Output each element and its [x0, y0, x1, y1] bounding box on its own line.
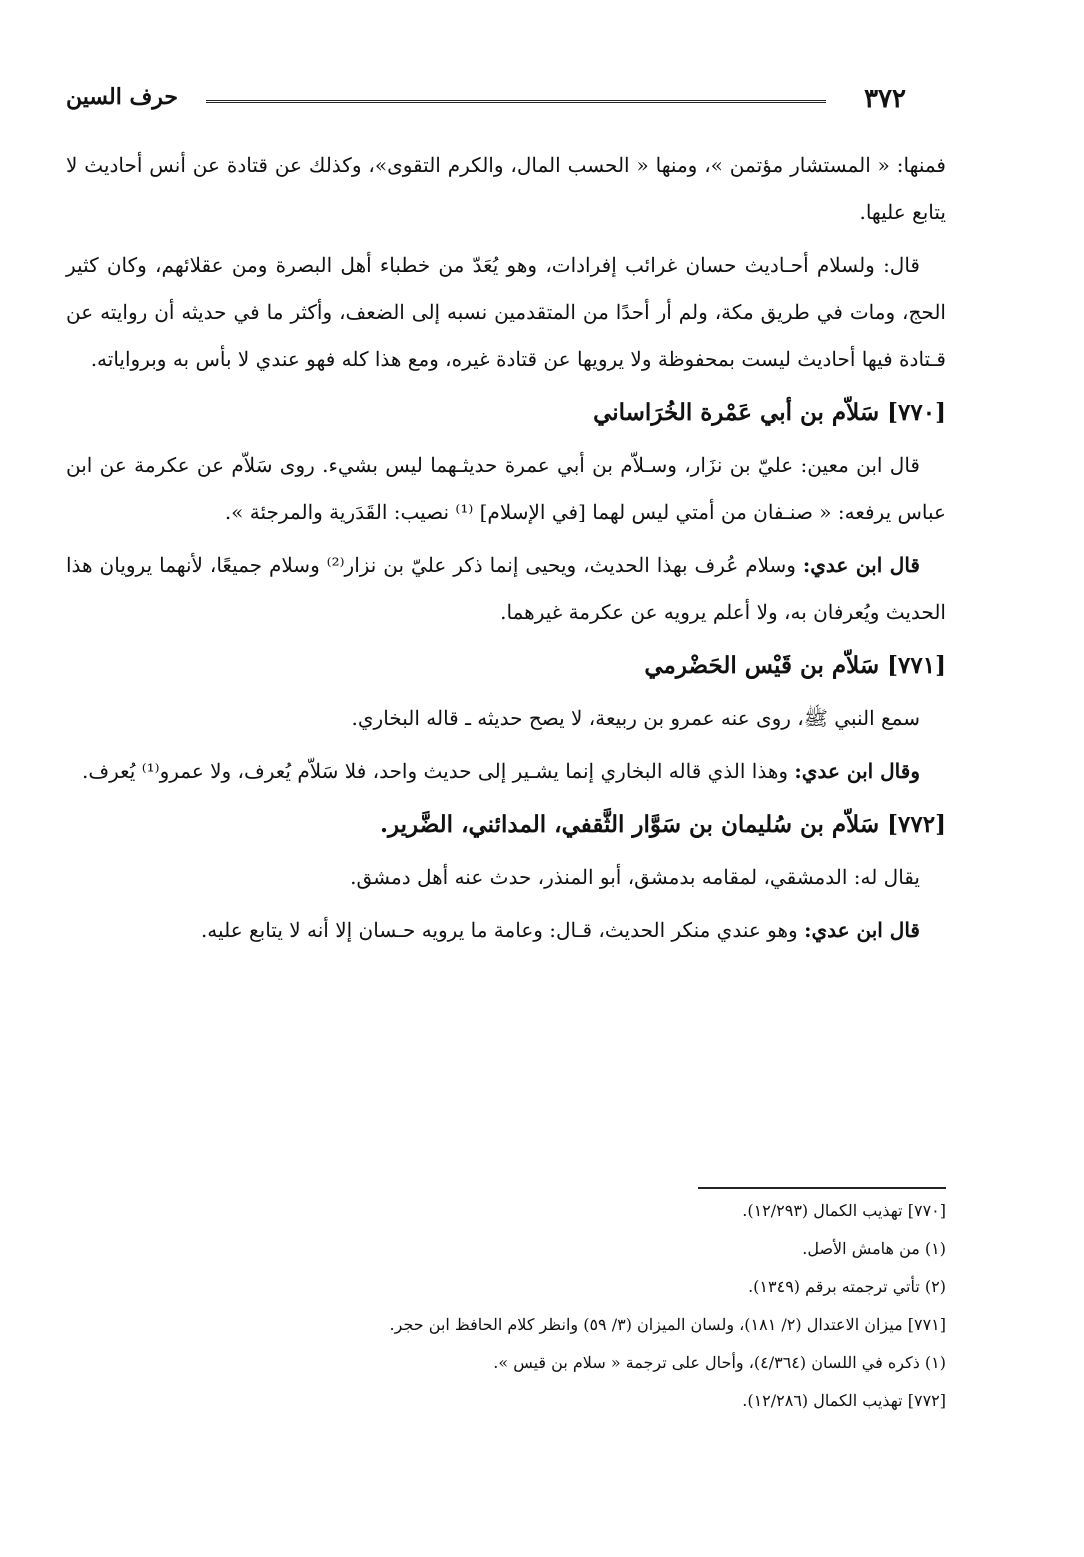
body-paragraph: قال ابن معين: عليّ بن نزَار، وسـلاّم بن أبي عمرة حديثـهما ليس بشيء. روى سَلاّم عن عكرمة عن ابن عباس يرفعه: « صنـفان من أمتي ليس لهما [في الإسلام] ⁽¹⁾ نصيب: القَدَرية والمرجئة ». [66, 453, 946, 524]
entry-heading: [٧٧٠] سَلاّم بن أبي عَمْرة الخُرَاساني [593, 399, 946, 426]
footnotes [66, 1192, 946, 1420]
entry-heading: [٧٧٢] سَلاّم بن سُليمان بن سَوَّار الثَّقفي، المدائني، الضَّرير. [379, 811, 946, 838]
footnote: (٢) تأتي ترجمته برقم (١٣٤٩). [748, 1277, 946, 1296]
footnote: [٧٧٠] تهذيب الكمال (١٢/٢٩٣). [742, 1201, 946, 1220]
footnote: [٧٧١] ميزان الاعتدال (٢/ ١٨١)، ولسان الميزان (٣/ ٥٩) وانظر كلام الحافظ ابن حجر. [389, 1315, 946, 1334]
paragraph-text: وسلام عُرف بهذا الحديث، ويحيى إنما ذكر عليّ بن نزار⁽²⁾ وسلام جميعًا، لأنهما يرويان هذا الحديث ويُعرفان به، ولا أعلم يرويه عن عكرمة غيرهما. [66, 553, 946, 624]
body-paragraph [66, 907, 946, 954]
footnote: (١) من هامش الأصل. [802, 1239, 946, 1258]
page-number: ٣٧٢ [864, 84, 906, 114]
body-paragraph: فمنها: « المستشار مؤتمن »، ومنها « الحسب المال، والكرم التقوى»، وكذلك عن قتادة عن أنس أحاديث لا يتابع عليها. [66, 153, 946, 224]
entry-heading: [٧٧١] سَلاّم بن قَيْس الحَضْرمي [644, 652, 946, 679]
footnote-separator [698, 1187, 946, 1189]
footnote: [٧٧٢] تهذيب الكمال (١٢/٢٨٦). [742, 1391, 946, 1410]
body-paragraph: قال: ولسلام أحـاديث حسان غرائب إفرادات، وهو يُعَدّ من خطباء أهل البصرة ومن عقلائهم، وكان كثير الحج، ومات في طريق مكة، ولم أر أحدًا من المتقدمين نسبه إلى الضعف، وأكثر ما في حديثه أن روايته عن قـتادة فيها أحاديث ليست بمحفوظة ولا يرويها عن قتادة غيره، ومع هذا كله فهو عندي لا بأس به وبرواياته. [66, 253, 946, 371]
running-header [66, 82, 906, 122]
paragraph-text: وهذا الذي قاله البخاري إنما يشـير إلى حديث واحد، فلا سَلاّم يُعرف، ولا عمرو⁽¹⁾ يُعرف. [82, 759, 795, 783]
body-paragraph [66, 748, 946, 795]
source-lead: قال ابن عدي: [802, 553, 920, 577]
body-paragraph: يقال له: الدمشقي، لمقامه بدمشق، أبو المنذر، حدث عنه أهل دمشق. [350, 865, 920, 889]
source-lead: وقال ابن عدي: [794, 759, 920, 783]
paragraph-text: وهو عندي منكر الحديث، قـال: وعامة ما يرويه حـسان إلا أنه لا يتابع عليه. [200, 918, 805, 942]
header-rule [206, 100, 826, 103]
footnote: (١) ذكره في اللسان (٤/٣٦٤)، وأحال على ترجمة « سلام بن قيس ». [493, 1353, 946, 1372]
main-text [66, 142, 946, 960]
chapter-title: حرف السين [66, 84, 179, 110]
source-lead: قال ابن عدي: [804, 918, 920, 942]
body-paragraph [66, 542, 946, 636]
body-paragraph: سمع النبي ﷺ، روى عنه عمرو بن ربيعة، لا يصح حديثه ـ قاله البخاري. [351, 706, 920, 730]
